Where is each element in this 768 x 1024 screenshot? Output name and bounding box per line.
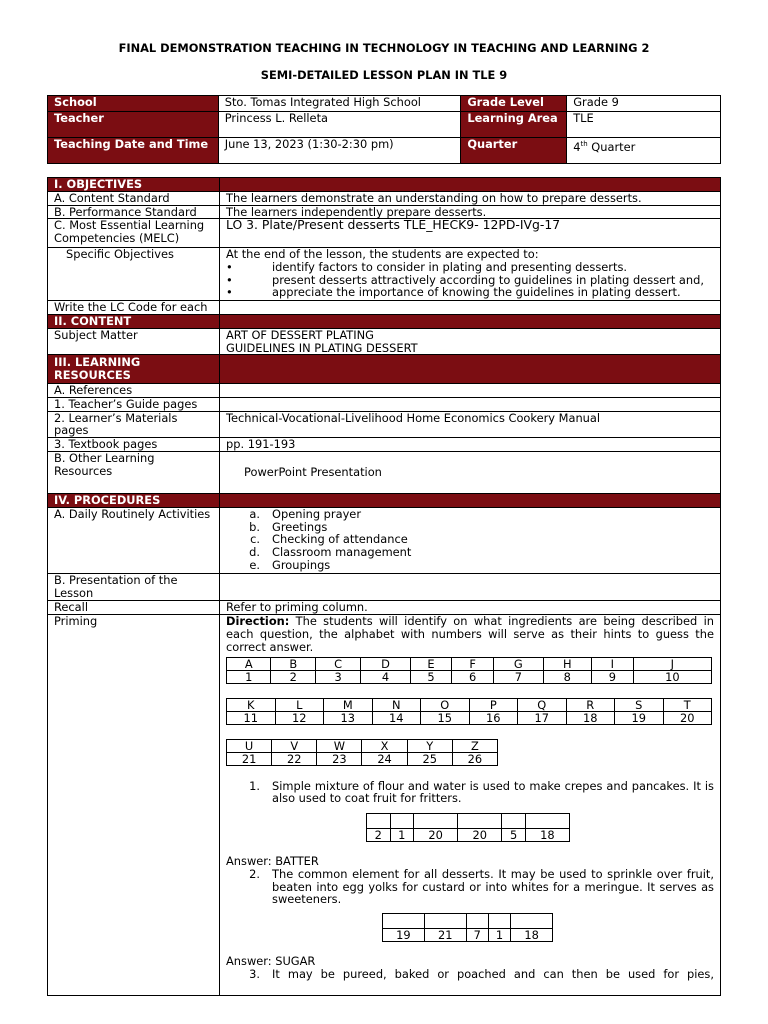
letter-cell: C bbox=[316, 657, 361, 670]
activity-item: c. Checking of attendance bbox=[250, 532, 408, 547]
blank-cell bbox=[383, 914, 425, 929]
area-value: TLE bbox=[567, 112, 721, 138]
daily-activities-label: A. Daily Routinely Activities bbox=[48, 507, 220, 573]
letter-cell: M bbox=[324, 698, 373, 711]
code-cell: 1 bbox=[488, 929, 510, 942]
activity-item: d. Classroom management bbox=[249, 545, 412, 560]
blank-cell bbox=[414, 814, 458, 829]
quarter-label: Quarter bbox=[461, 138, 567, 164]
textbook-label: 3. Textbook pages bbox=[48, 438, 220, 452]
specific-objectives-label: Specific Objectives bbox=[48, 247, 220, 300]
direction-text: Direction: The students will identify on what ingredients are being described in each question, the alphabet with numbers will serve as their hints to guess the correct answer. bbox=[226, 614, 714, 654]
subject-matter: ART OF DESSERT PLATING GUIDELINES IN PLATING DESSERT bbox=[220, 328, 721, 355]
lesson-plan-table bbox=[47, 177, 721, 996]
objectives-heading: I. OBJECTIVES bbox=[48, 178, 220, 192]
number-cell: 19 bbox=[615, 711, 664, 724]
quarter-suffix: th bbox=[580, 140, 588, 148]
number-cell: 15 bbox=[421, 711, 470, 724]
question-2: 2. The common element for all desserts. It may be used to sprinkle over fruit, beaten into egg yolks for custard or into whites for a meringue. It serves as sweeteners. bbox=[249, 866, 714, 907]
answer-code-1 bbox=[366, 813, 570, 842]
letter-cell: E bbox=[410, 657, 452, 670]
content-standard: The learners demonstrate an understanding on how to prepare desserts. bbox=[220, 191, 721, 205]
alphabet-table-1 bbox=[226, 657, 712, 684]
daily-activities bbox=[220, 507, 721, 573]
number-cell: 9 bbox=[591, 670, 633, 683]
melc-value: LO 3. Plate/Present desserts TLE_HECK9- 12PD-IVg-17 bbox=[220, 219, 721, 248]
priming-label: Priming bbox=[48, 615, 220, 996]
document-title: FINAL DEMONSTRATION TEACHING IN TECHNOLOGY IN TEACHING AND LEARNING 2 bbox=[118, 41, 650, 55]
code-cell: 21 bbox=[424, 929, 466, 942]
other-resources: PowerPoint Presentation bbox=[220, 451, 721, 493]
specific-intro: At the end of the lesson, the students are expected to: bbox=[226, 246, 539, 261]
number-cell: 18 bbox=[566, 711, 615, 724]
number-cell: 14 bbox=[372, 711, 421, 724]
resources-heading-row bbox=[48, 355, 721, 384]
school-value: Sto. Tomas Integrated High School bbox=[218, 96, 461, 112]
code-cell: 19 bbox=[383, 929, 425, 942]
number-cell: 17 bbox=[518, 711, 567, 724]
alphabet-table-3 bbox=[226, 739, 498, 766]
letter-cell: U bbox=[227, 739, 272, 752]
letter-cell: T bbox=[663, 698, 712, 711]
blank-cell bbox=[367, 814, 391, 829]
letter-cell: V bbox=[272, 739, 317, 752]
question-3: 3. It may be pureed, baked or poached and can then be used for pies, bbox=[249, 967, 714, 982]
content-heading-row bbox=[48, 314, 721, 328]
textbook-pages: pp. 191-193 bbox=[220, 438, 721, 452]
other-resources-label: B. Other Learning Resources bbox=[48, 451, 220, 493]
letter-cell: A bbox=[227, 657, 271, 670]
number-cell: 2 bbox=[271, 670, 316, 683]
resources-heading: III. LEARNING RESOURCES bbox=[48, 355, 220, 384]
letter-cell: F bbox=[452, 657, 494, 670]
header-table bbox=[47, 95, 721, 164]
activity-item: b. Greetings bbox=[249, 519, 328, 534]
number-cell: 4 bbox=[361, 670, 410, 683]
number-cell: 6 bbox=[452, 670, 494, 683]
code-cell: 20 bbox=[458, 829, 502, 842]
letter-cell: X bbox=[362, 739, 407, 752]
blank-cell bbox=[488, 914, 510, 929]
teachers-guide-label: 1. Teacher’s Guide pages bbox=[48, 397, 220, 411]
letter-cell: Y bbox=[407, 739, 452, 752]
objective-bullet-3: • appreciate the importance of knowing the guidelines in plating dessert. bbox=[226, 285, 681, 300]
blank-cell bbox=[424, 914, 466, 929]
code-cell: 18 bbox=[525, 829, 569, 842]
grade-value: Grade 9 bbox=[567, 96, 721, 112]
learners-materials: Technical-Vocational-Livelihood Home Economics Cookery Manual bbox=[220, 411, 721, 438]
quarter-value bbox=[567, 138, 721, 164]
quarter-word: Quarter bbox=[587, 139, 636, 154]
objective-bullet-1: • identify factors to consider in plating and presenting desserts. bbox=[226, 259, 627, 274]
document-subtitle: SEMI-DETAILED LESSON PLAN IN TLE 9 bbox=[260, 68, 508, 82]
references-label: A. References bbox=[48, 383, 220, 397]
grade-label: Grade Level bbox=[461, 96, 567, 112]
code-cell: 5 bbox=[502, 829, 526, 842]
lc-code-label: Write the LC Code for each bbox=[48, 301, 220, 315]
number-cell: 22 bbox=[272, 752, 317, 765]
letter-cell: W bbox=[317, 739, 362, 752]
number-cell: 12 bbox=[275, 711, 324, 724]
letter-cell: R bbox=[566, 698, 615, 711]
code-cell: 20 bbox=[414, 829, 458, 842]
blank-cell bbox=[390, 814, 414, 829]
melc-label: C. Most Essential Learning Competencies (MELC) bbox=[48, 219, 220, 248]
letter-cell: L bbox=[275, 698, 324, 711]
blank-cell bbox=[466, 914, 488, 929]
teacher-value: Princess L. Relleta bbox=[218, 112, 461, 138]
blank-cell bbox=[525, 814, 569, 829]
letter-cell: K bbox=[227, 698, 276, 711]
answer-code-2 bbox=[382, 913, 553, 942]
code-cell: 1 bbox=[390, 829, 414, 842]
letter-cell: Q bbox=[518, 698, 567, 711]
specific-objectives bbox=[220, 247, 721, 300]
content-heading: II. CONTENT bbox=[48, 314, 220, 328]
number-cell: 7 bbox=[494, 670, 544, 683]
blank-cell bbox=[458, 814, 502, 829]
area-label: Learning Area bbox=[461, 112, 567, 138]
number-cell: 26 bbox=[452, 752, 497, 765]
content-standard-label: A. Content Standard bbox=[48, 191, 220, 205]
objective-bullet-2: • present desserts attractively according to guidelines in plating dessert and, bbox=[226, 272, 704, 287]
letter-cell: O bbox=[421, 698, 470, 711]
number-cell: 25 bbox=[407, 752, 452, 765]
priming-content bbox=[220, 615, 721, 996]
number-cell: 1 bbox=[227, 670, 271, 683]
date-label: Teaching Date and Time bbox=[48, 138, 219, 164]
answer-1: Answer: BATTER bbox=[226, 854, 319, 869]
subject-matter-label: Subject Matter bbox=[48, 328, 220, 355]
activity-item: a. Opening prayer bbox=[249, 506, 361, 521]
date-value: June 13, 2023 (1:30-2:30 pm) bbox=[218, 138, 461, 164]
number-cell: 5 bbox=[410, 670, 452, 683]
number-cell: 21 bbox=[227, 752, 272, 765]
question-1: 1. Simple mixture of flour and water is used to make crepes and pancakes. It is also used to coat fruit for fritters. bbox=[249, 778, 714, 806]
letter-cell: P bbox=[469, 698, 518, 711]
quarter-number: 4 bbox=[573, 139, 581, 154]
number-cell: 13 bbox=[324, 711, 373, 724]
letter-cell: G bbox=[494, 657, 544, 670]
performance-standard-label: B. Performance Standard bbox=[48, 205, 220, 219]
blank-cell bbox=[502, 814, 526, 829]
number-cell: 24 bbox=[362, 752, 407, 765]
procedures-heading-row bbox=[48, 493, 721, 507]
letter-cell: B bbox=[271, 657, 316, 670]
procedures-heading: IV. PROCEDURES bbox=[48, 493, 220, 507]
letter-cell: J bbox=[633, 657, 711, 670]
letter-cell: D bbox=[361, 657, 410, 670]
answer-2: Answer: SUGAR bbox=[226, 954, 316, 969]
letter-cell: N bbox=[372, 698, 421, 711]
school-label: School bbox=[48, 96, 219, 112]
alphabet-table-2 bbox=[226, 698, 712, 725]
learners-materials-label: 2. Learner’s Materials pages bbox=[48, 411, 220, 438]
number-cell: 23 bbox=[317, 752, 362, 765]
number-cell: 20 bbox=[663, 711, 712, 724]
recall-label: Recall bbox=[48, 601, 220, 615]
teacher-label: Teacher bbox=[48, 112, 219, 138]
number-cell: 16 bbox=[469, 711, 518, 724]
code-cell: 7 bbox=[466, 929, 488, 942]
number-cell: 10 bbox=[633, 670, 711, 683]
letter-cell: S bbox=[615, 698, 664, 711]
number-cell: 11 bbox=[227, 711, 276, 724]
activity-item: e. Groupings bbox=[249, 557, 331, 572]
letter-cell: H bbox=[543, 657, 591, 670]
number-cell: 8 bbox=[543, 670, 591, 683]
performance-standard: The learners independently prepare desserts. bbox=[220, 205, 721, 219]
code-cell: 18 bbox=[511, 929, 553, 942]
code-cell: 2 bbox=[367, 829, 391, 842]
recall-value: Refer to priming column. bbox=[220, 601, 721, 615]
presentation-label: B. Presentation of the Lesson bbox=[48, 573, 220, 601]
letter-cell: Z bbox=[452, 739, 497, 752]
objectives-heading-row bbox=[48, 178, 721, 192]
number-cell: 3 bbox=[316, 670, 361, 683]
blank-cell bbox=[511, 914, 553, 929]
letter-cell: I bbox=[591, 657, 633, 670]
